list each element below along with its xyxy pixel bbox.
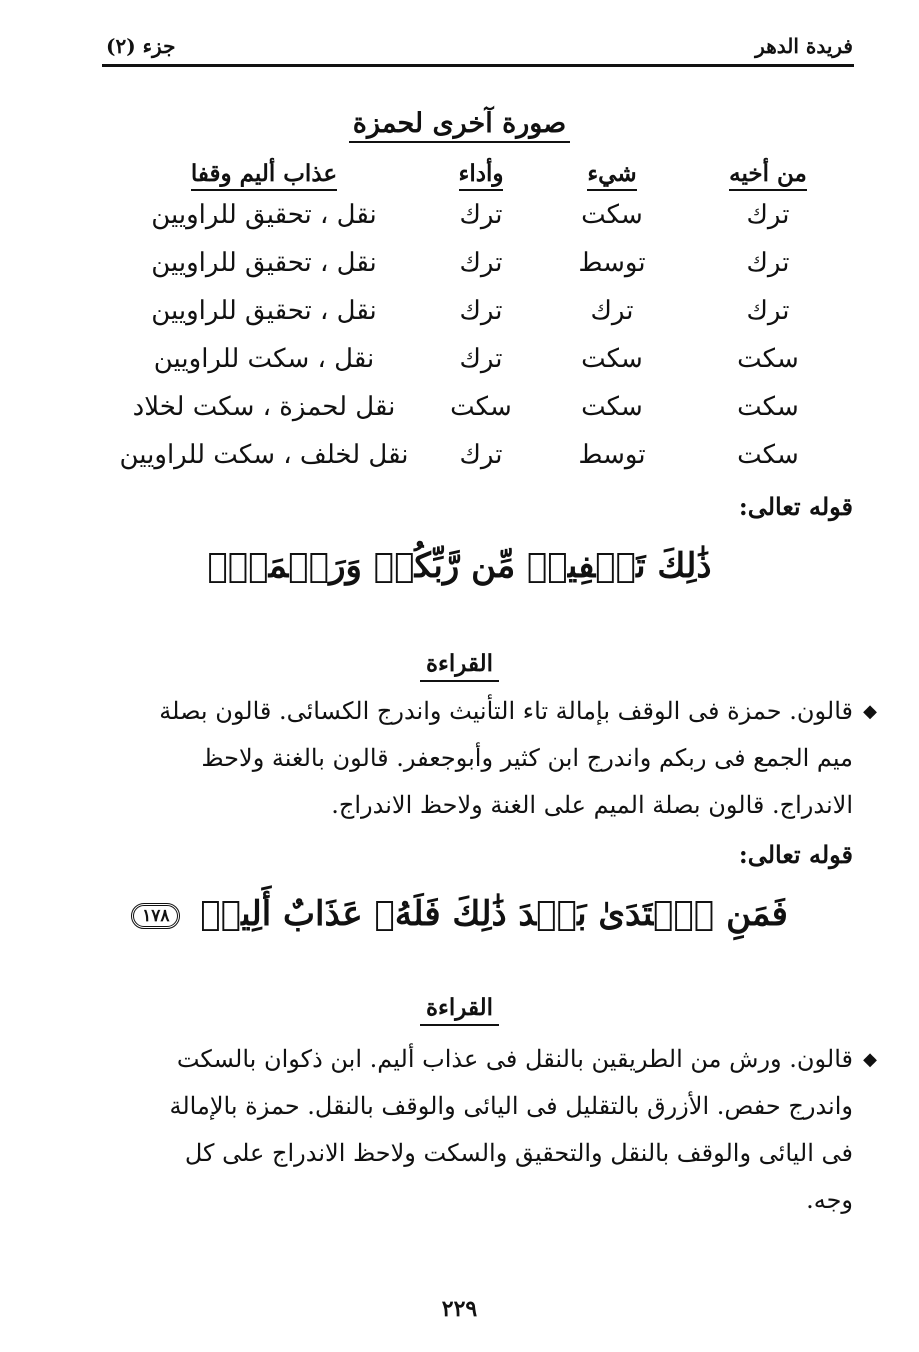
column-header (119, 160, 409, 187)
table-cell: سكت (737, 440, 799, 470)
paragraph-line: ميم الجمع فى ربكم واندرج ابن كثير وأبوجعفر. قالون بالغنة ولاحظ (201, 744, 853, 772)
table-cell: ترك (459, 440, 503, 470)
column-header-label: شيء (587, 160, 636, 191)
diamond-bullet-icon: ◆ (863, 701, 877, 722)
book-title: فريدة الدهر (755, 34, 853, 58)
section-heading-text: القراءة (420, 994, 499, 1026)
table-cell: توسط (578, 248, 646, 278)
table-cell: ترك (459, 248, 503, 278)
table-cell: ترك (590, 296, 634, 326)
verse-text: فَمَنِ ٱعۡتَدَىٰ بَعۡدَ ذَٰلِكَ فَلَهُۥ عَذَابٌ أَلِيمٞ (200, 894, 788, 934)
table-cell: نقل ، تحقيق للراويين (151, 248, 377, 278)
table-title-text: صورة آخرى لحمزة (349, 108, 570, 143)
table-row (0, 392, 919, 438)
paragraph-line: واندرج حفص. الأزرق بالتقليل فى اليائى والوقف بالنقل. حمزة بالإمالة (169, 1092, 853, 1120)
diamond-bullet-icon: ◆ (863, 1049, 877, 1070)
reading-paragraph (105, 1036, 877, 1224)
table-cell: نقل ، سكت للراويين (153, 344, 375, 374)
table-cell: ترك (459, 344, 503, 374)
table-cell: ترك (746, 200, 790, 230)
section-heading (0, 994, 919, 1021)
table-cell: سكت (581, 200, 643, 230)
table-cell: سكت (581, 392, 643, 422)
table-title (0, 108, 919, 139)
column-header (713, 160, 823, 187)
table-cell: نقل ، تحقيق للراويين (151, 296, 377, 326)
quran-verse (0, 546, 919, 586)
column-header (557, 160, 667, 187)
table-row (0, 440, 919, 486)
table-row (0, 296, 919, 342)
column-header (416, 160, 546, 187)
verse-intro-label: قوله تعالى: (738, 492, 853, 521)
verse-intro-label: قوله تعالى: (738, 840, 853, 869)
section-heading-text: القراءة (420, 650, 499, 682)
column-header-label: من أخيه (729, 160, 807, 191)
verse-text: ذَٰلِكَ تَخۡفِيفٞ مِّن رَّبِّكُمۡ وَرَحۡمَةٞۗ (207, 546, 712, 586)
table-cell: نقل لحمزة ، سكت لخلاد (132, 392, 396, 422)
table-cell: سكت (737, 344, 799, 374)
reading-paragraph (105, 688, 877, 829)
part-label: جزء (٢) (106, 34, 176, 58)
table-row (0, 248, 919, 294)
paragraph-line: وجه. (806, 1186, 853, 1214)
table-cell: ترك (746, 248, 790, 278)
quran-verse (0, 894, 919, 934)
table-cell: نقل ، تحقيق للراويين (151, 200, 377, 230)
header-rule (102, 64, 854, 67)
paragraph-line: فى اليائى والوقف بالنقل والتحقيق والسكت ولاحظ الاندراج على كل (184, 1139, 853, 1167)
table-cell: ترك (746, 296, 790, 326)
page-number: ٢٢٩ (441, 1296, 478, 1322)
table-cell: توسط (578, 440, 646, 470)
ayah-number-badge: ١٧٨ (131, 903, 180, 929)
table-cell: ترك (459, 200, 503, 230)
column-header-label: عذاب أليم وقفا (191, 160, 337, 191)
table-cell: سكت (581, 344, 643, 374)
paragraph-line: قالون. ورش من الطريقين بالنقل فى عذاب أليم. ابن ذكوان بالسكت (176, 1045, 853, 1073)
paragraph-line: الاندراج. قالون بصلة الميم على الغنة ولاحظ الاندراج. (331, 791, 853, 819)
table-row (0, 200, 919, 246)
table-cell: نقل لخلف ، سكت للراويين (119, 440, 409, 470)
table-cell: ترك (459, 296, 503, 326)
table-cell: سكت (737, 392, 799, 422)
table-cell: سكت (450, 392, 512, 422)
section-heading (0, 650, 919, 677)
column-header-label: وأداء (459, 160, 504, 191)
paragraph-line: قالون. حمزة فى الوقف بإمالة تاء التأنيث واندرج الكسائى. قالون بصلة (159, 697, 853, 725)
table-row (0, 344, 919, 390)
